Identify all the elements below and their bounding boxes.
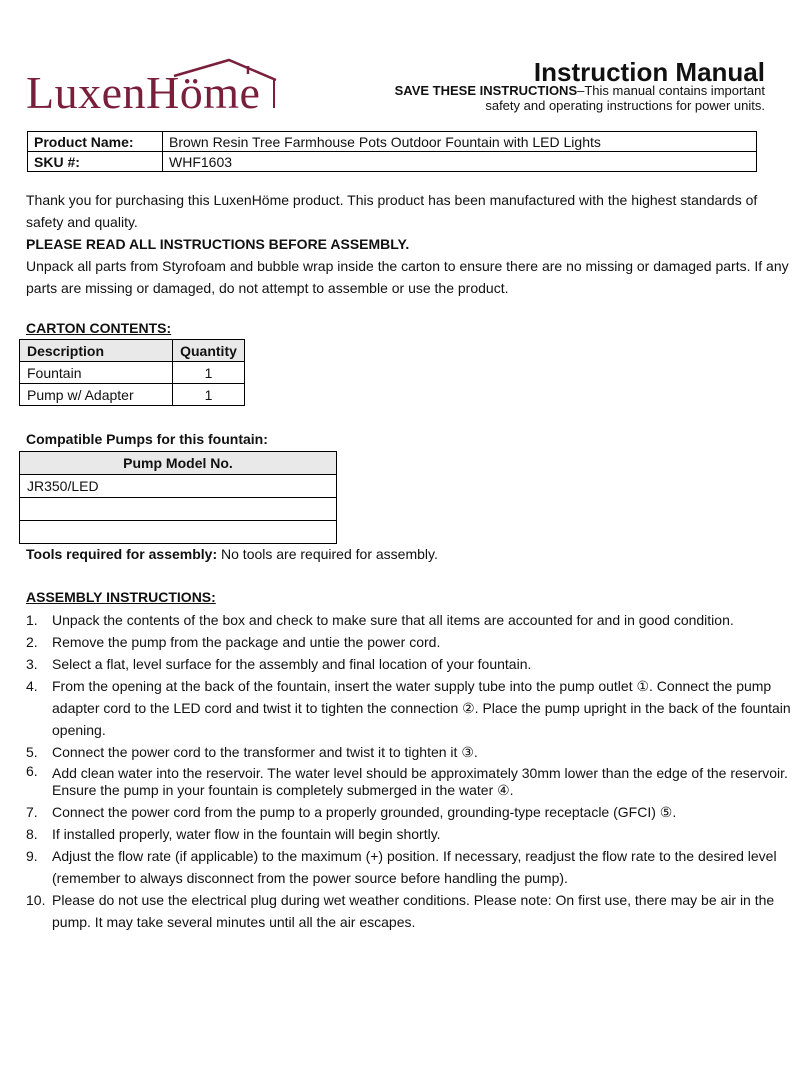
brand-logo <box>24 56 284 116</box>
pump-model-cell <box>20 521 337 544</box>
step-text: Adjust the flow rate (if applicable) to the maximum (+) position. If necessary, readjust the flow rate to the desired level (remember to always disconnect from the power source before handling the pump). <box>52 848 777 886</box>
step-text: Select a flat, level surface for the assembly and final location of your fountain. <box>52 656 532 672</box>
step-number: 3. <box>26 656 38 672</box>
step-text: Please do not use the electrical plug during wet weather conditions. Please note: On first use, there may be air in the pump. It may take several minutes until all the air escapes. <box>52 892 775 930</box>
brand-wordmark: LuxenHöme <box>26 67 261 118</box>
pumps-table-header <box>20 452 337 475</box>
assembly-steps-list <box>26 609 794 933</box>
table-row <box>20 498 337 521</box>
table-row <box>20 475 337 498</box>
step-text: Add clean water into the reservoir. The water level should be approximately 30mm lower than the edge of the reservoir. Ensure the pump in your fountain is completely submerged in the water ④. <box>52 765 788 798</box>
table-row <box>20 384 245 406</box>
step-number: 7. <box>26 804 38 820</box>
sku-value: WHF1603 <box>163 152 757 172</box>
step-number: 2. <box>26 634 38 650</box>
carton-table-header <box>20 340 245 362</box>
list-item <box>26 889 794 933</box>
product-name-value: Brown Resin Tree Farmhouse Pots Outdoor Fountain with LED Lights <box>163 132 757 152</box>
step-text: From the opening at the back of the fountain, insert the water supply tube into the pump outlet ①. Connect the pump adapter cord to the LED cord and twist it to tighten the connection ②. Place the pump upright in the back of the fountain opening. <box>52 678 791 738</box>
carton-contents-heading: CARTON CONTENTS: <box>26 320 172 336</box>
save-instructions-text: –This manual contains important safety and operating instructions for power units. <box>485 83 765 113</box>
product-info-table <box>27 131 757 172</box>
step-number: 4. <box>26 678 38 694</box>
list-item <box>26 801 794 823</box>
list-item <box>26 609 794 631</box>
table-row <box>20 521 337 544</box>
col-pump-model: Pump Model No. <box>20 452 337 475</box>
assembly-instructions-heading: ASSEMBLY INSTRUCTIONS: <box>26 589 216 605</box>
pump-model-cell: JR350/LED <box>20 475 337 498</box>
product-name-label: Product Name: <box>28 132 163 152</box>
carton-item-description: Pump w/ Adapter <box>20 384 173 406</box>
product-name-row <box>28 132 757 152</box>
save-instructions-note <box>365 83 765 113</box>
compatible-pumps-table <box>19 451 337 544</box>
col-quantity: Quantity <box>173 340 245 362</box>
step-number: 10. <box>26 892 46 908</box>
list-item <box>26 653 794 675</box>
unpack-paragraph: Unpack all parts from Styrofoam and bubble wrap inside the carton to ensure there are no missing or damaged parts. If any parts are missing or damaged, do not attempt to assemble or use the product. <box>26 258 789 296</box>
read-all-warning: PLEASE READ ALL INSTRUCTIONS BEFORE ASSEMBLY. <box>26 236 410 252</box>
tools-required-line <box>26 543 794 565</box>
carton-item-quantity: 1 <box>173 362 245 384</box>
document-title: Instruction Manual <box>533 57 765 87</box>
list-item <box>26 823 794 845</box>
tools-required-label: Tools required for assembly: <box>26 546 218 562</box>
sku-label: SKU #: <box>28 152 163 172</box>
step-text: Connect the power cord from the pump to a properly grounded, grounding-type receptacle (GFCI) ⑤. <box>52 804 677 820</box>
col-description: Description <box>20 340 173 362</box>
carton-item-description: Fountain <box>20 362 173 384</box>
pump-model-cell <box>20 498 337 521</box>
table-row <box>20 362 245 384</box>
step-text: Connect the power cord to the transformer and twist it to tighten it ③. <box>52 744 478 760</box>
step-number: 8. <box>26 826 38 842</box>
list-item <box>26 631 794 653</box>
list-item <box>26 741 794 763</box>
thank-you-paragraph: Thank you for purchasing this LuxenHöme product. This product has been manufactured with the highest standards of safety and quality. <box>26 192 758 230</box>
carton-contents-table <box>19 339 245 406</box>
step-text: If installed properly, water flow in the fountain will begin shortly. <box>52 826 441 842</box>
carton-item-quantity: 1 <box>173 384 245 406</box>
list-item <box>26 675 794 741</box>
step-number: 6. <box>26 763 38 779</box>
step-number: 9. <box>26 848 38 864</box>
step-text: Unpack the contents of the box and check to make sure that all items are accounted for and in good condition. <box>52 612 734 628</box>
step-number: 1. <box>26 612 38 628</box>
compatible-pumps-heading: Compatible Pumps for this fountain: <box>26 431 268 447</box>
sku-row <box>28 152 757 172</box>
step-number: 5. <box>26 744 38 760</box>
save-instructions-label: SAVE THESE INSTRUCTIONS <box>394 83 578 98</box>
tools-required-text: No tools are required for assembly. <box>217 546 438 562</box>
list-item <box>26 845 794 889</box>
step-text: Remove the pump from the package and untie the power cord. <box>52 634 441 650</box>
list-item <box>26 763 794 801</box>
